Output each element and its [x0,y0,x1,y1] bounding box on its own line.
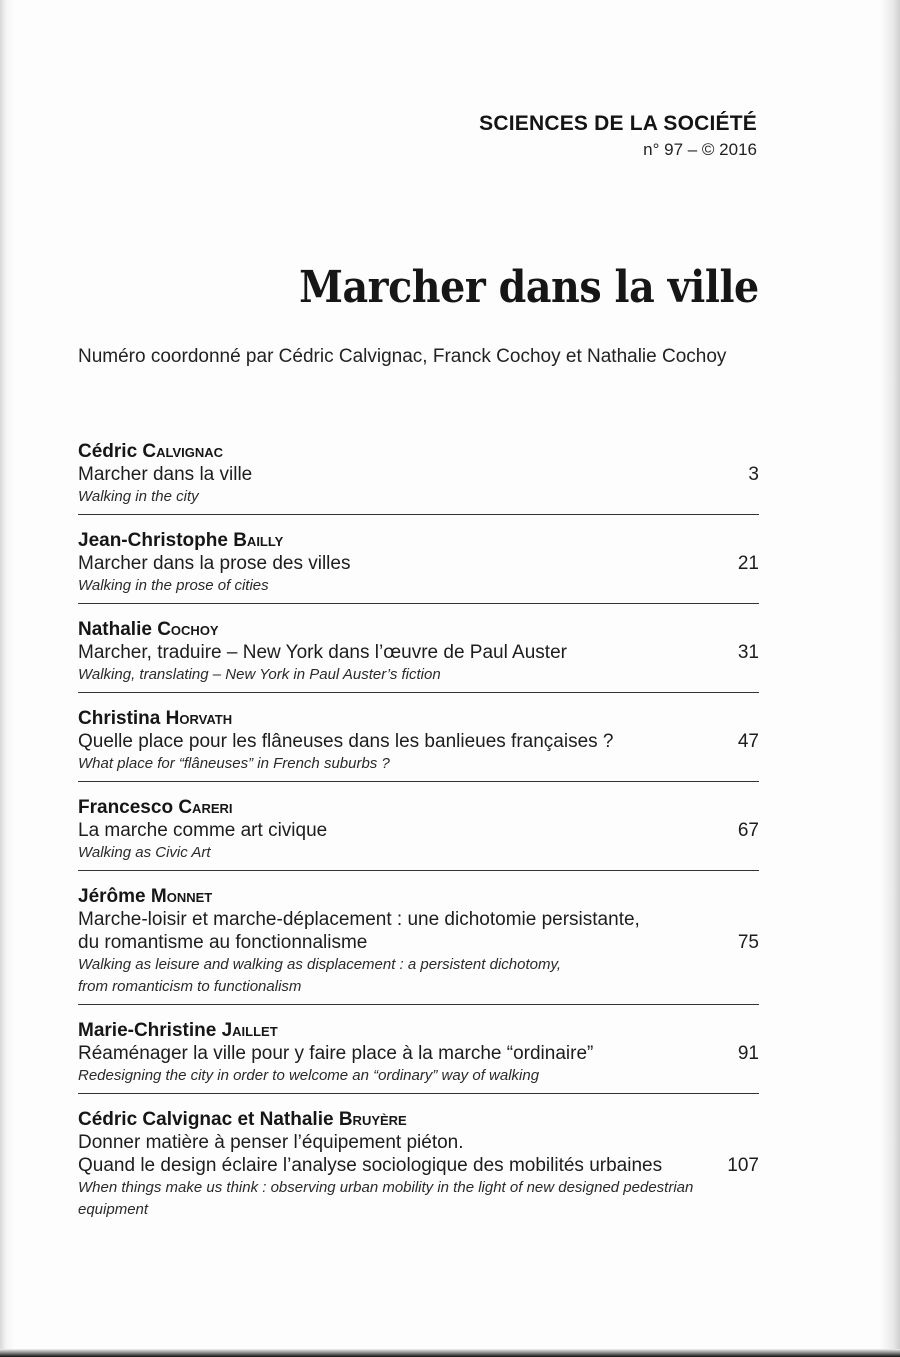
toc-entry [78,796,759,871]
coordinators-line [78,345,757,369]
article-title: Quand le design éclaire l’analyse sociologique des mobilités urbaines [78,1155,663,1176]
author-last-name: Jaillet [221,1020,278,1041]
english-title: What place for “flâneuses” in French suburbs ? [78,755,390,772]
toc-title-row [78,730,759,753]
page-number: 107 [727,1155,759,1176]
article-title: Marcher, traduire – New York dans l’œuvre de Paul Auster [78,642,567,663]
toc-author [78,529,759,552]
author-first-name: Christina [78,708,161,729]
toc-entry [78,618,759,693]
table-of-contents [78,440,759,1241]
author-last-name: Bailly [233,530,284,551]
author-last-name: Calvignac [142,441,224,462]
page-number: 21 [737,553,759,574]
author-first-name: Francesco [78,797,174,818]
page-number: 3 [748,464,759,485]
toc-author [78,1108,759,1131]
article-title: Marcher dans la ville [78,464,253,485]
author-last-name: Monnet [150,886,213,907]
toc-author [78,707,759,730]
journal-name: SCIENCES DE LA SOCIÉTÉ [479,112,757,135]
english-title: Redesigning the city in order to welcome an “ordinary” way of walking [78,1067,540,1084]
journal-issue: n° 97 – © 2016 [643,140,757,159]
english-title: from romanticism to functionalism [78,978,302,995]
author-first-name: Marie-Christine [78,1020,217,1041]
toc-title-row [78,463,759,486]
author-last-name: Horvath [165,708,233,729]
journal-header [479,112,757,160]
issue-title: Marcher dans la ville [299,262,759,313]
toc-entry [78,707,759,782]
article-title: Donner matière à penser l’équipement piéton. [78,1132,464,1153]
toc-title-row [78,1131,759,1177]
author-last-name: Bruyère [338,1109,407,1130]
english-title: Walking in the prose of cities [78,577,269,594]
toc-entry [78,1108,759,1227]
article-title: Marcher dans la prose des villes [78,553,351,574]
toc-title-row [78,819,759,842]
page-number: 31 [737,642,759,663]
toc-author [78,440,759,463]
page-number: 91 [737,1043,759,1064]
page-edge [0,1349,900,1357]
toc-author [78,618,759,641]
toc-entry [78,440,759,515]
toc-author [78,1019,759,1042]
author-last-name: Cochoy [157,619,219,640]
coordinators-text: Numéro coordonné par Cédric Calvignac, Franck Cochoy et Nathalie Cochoy [78,346,727,367]
article-title: du romantisme au fonctionnalisme [78,932,368,953]
article-title: Marche-loisir et marche-déplacement : une dichotomie persistante, [78,909,640,930]
author-last-name: Careri [178,797,233,818]
english-title: Walking, translating – New York in Paul Auster’s fiction [78,666,441,683]
toc-title-row [78,552,759,575]
author-first-name: Cédric Calvignac et Nathalie [78,1109,334,1130]
author-first-name: Jean-Christophe [78,530,228,551]
english-title: Walking as leisure and walking as displacement : a persistent dichotomy, [78,956,562,973]
english-title: When things make us think : observing urban mobility in the light of new designed pedestrian equipment [78,1179,694,1218]
toc-entry [78,1019,759,1094]
page-number: 67 [737,820,759,841]
article-title: Réaménager la ville pour y faire place à la marche “ordinaire” [78,1043,594,1064]
toc-entry [78,529,759,604]
author-first-name: Jérôme [78,886,146,907]
toc-title-row [78,641,759,664]
article-title: Quelle place pour les flâneuses dans les banlieues françaises ? [78,731,614,752]
toc-title-row [78,1042,759,1065]
english-title: Walking as Civic Art [78,844,211,861]
page-number: 47 [737,731,759,752]
toc-author [78,796,759,819]
toc-author [78,885,759,908]
toc-entry [78,885,759,1005]
toc-title-row [78,908,759,954]
page-number: 75 [737,932,759,953]
english-title: Walking in the city [78,488,199,505]
author-first-name: Nathalie [78,619,152,640]
article-title: La marche comme art civique [78,820,328,841]
author-first-name: Cédric [78,441,138,462]
